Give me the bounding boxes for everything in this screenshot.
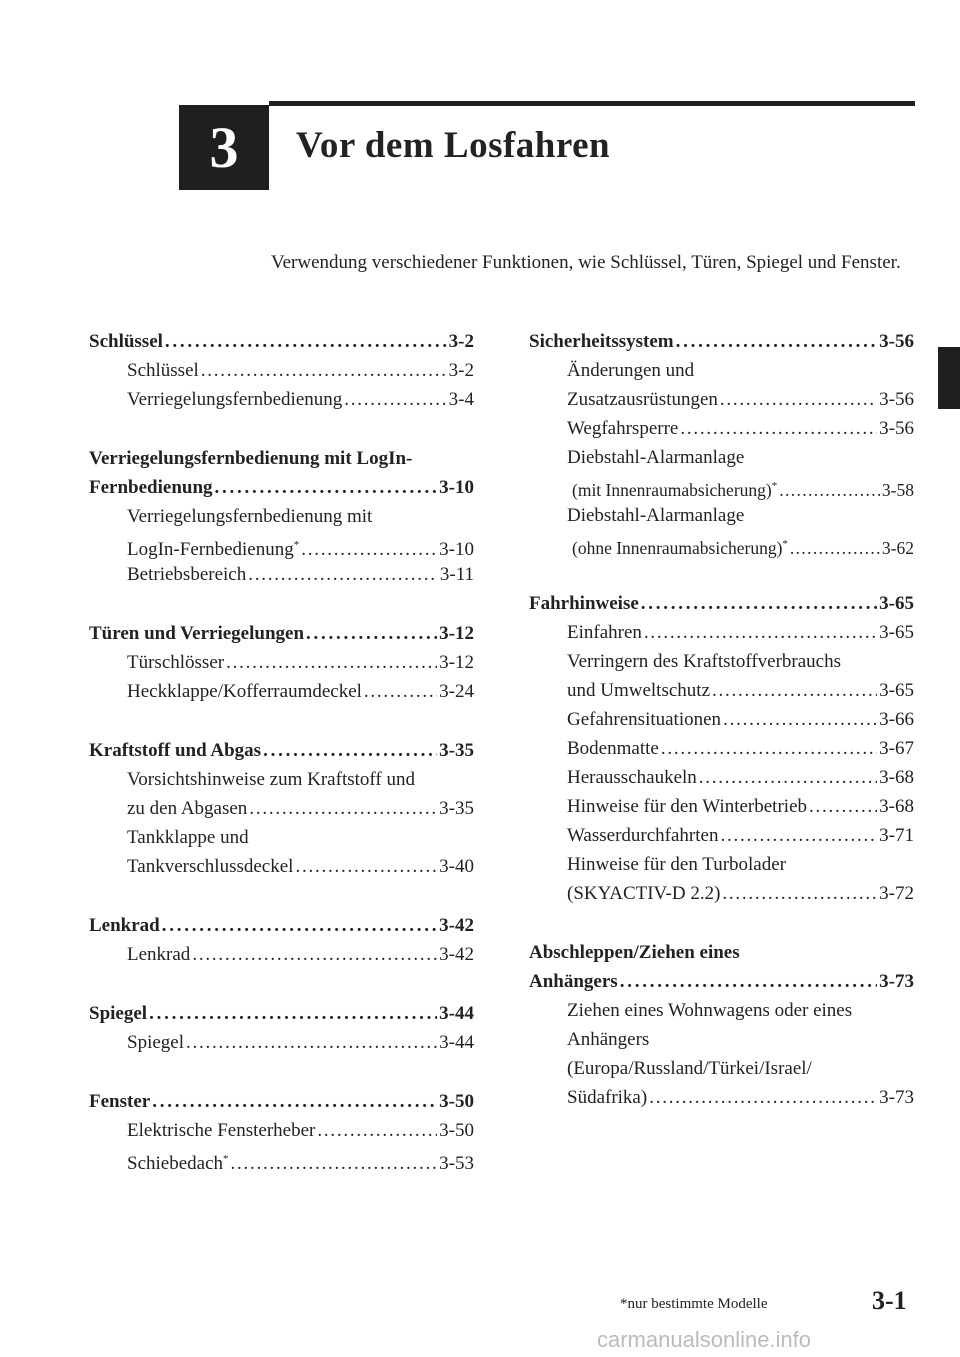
toc-item-title-wrap [567, 676, 710, 705]
chapter-title: Vor dem Losfahren [296, 125, 611, 166]
toc-item-title: Wasserdurchfahrten [567, 825, 719, 846]
toc-leader [249, 794, 437, 823]
toc-item-title: (mit Innenraumabsicherung) [572, 480, 772, 500]
toc-item-page: 3-68 [879, 767, 914, 788]
toc-section-entry[interactable] [89, 911, 474, 940]
toc-item-entry[interactable] [529, 472, 914, 501]
chapter-rule [269, 101, 915, 106]
toc-item-entry[interactable] [529, 821, 914, 850]
footer-note: *nur bestimmte Modelle [620, 1296, 768, 1312]
toc-item-title-wrap [127, 940, 190, 969]
toc-item-entry[interactable] [89, 385, 474, 414]
toc-item-entry[interactable] [529, 792, 914, 821]
toc-leader [306, 619, 437, 648]
toc-section [529, 938, 914, 1112]
toc-item-page: 3-56 [879, 418, 914, 439]
toc-section-page: 3-42 [439, 915, 474, 936]
toc-section-page: 3-56 [879, 331, 914, 352]
toc-section-title: Spiegel [89, 1003, 148, 1024]
toc-section [89, 1087, 474, 1174]
toc-item-title: Heckklappe/Kofferraumdeckel [127, 681, 362, 702]
toc-item-line-text: Tankklappe und [127, 827, 249, 848]
toc-item-page: 3-66 [879, 709, 914, 730]
toc-item-entry[interactable] [529, 1083, 914, 1112]
toc-section [529, 589, 914, 908]
toc-item-entry[interactable] [529, 734, 914, 763]
toc-item-page: 3-40 [439, 856, 474, 877]
toc-item-title-wrap [567, 879, 720, 908]
toc-item-line-text: Diebstahl-Alarmanlage [567, 447, 745, 468]
toc-item-title-wrap [567, 763, 697, 792]
toc-leader [641, 589, 877, 618]
toc-item-line-text: Verringern des Kraftstoffverbrauchs [567, 651, 841, 672]
toc-item-entry[interactable] [529, 676, 914, 705]
toc-item-line [529, 647, 914, 676]
toc-leader [263, 736, 437, 765]
toc-item-title-wrap [127, 1028, 184, 1057]
toc-section [89, 999, 474, 1057]
toc-item-entry[interactable] [529, 618, 914, 647]
toc-item-page: 3-71 [879, 825, 914, 846]
toc-item-title: Gefahrensituationen [567, 709, 722, 730]
toc-leader [165, 327, 447, 356]
toc-item-entry[interactable] [89, 356, 474, 385]
footnote-marker: * [223, 1153, 229, 1165]
toc-item-line [89, 502, 474, 531]
toc-item-entry[interactable] [89, 560, 474, 589]
toc-section-page: 3-50 [439, 1091, 474, 1112]
toc-section-title: Sicherheitssystem [529, 331, 674, 352]
toc-item-title-wrap [127, 677, 362, 706]
toc-item-entry[interactable] [89, 648, 474, 677]
toc-item-page: 3-11 [439, 564, 474, 585]
toc-leader [215, 473, 438, 502]
toc-item-title: Bodenmatte [567, 738, 659, 759]
toc-item-line [89, 823, 474, 852]
toc-left-column [89, 327, 474, 1204]
toc-leader [720, 385, 877, 414]
toc-section-title: Türen und Verriegelungen [89, 623, 305, 644]
toc-leader [248, 560, 438, 589]
toc-item-title: LogIn-Fernbedienung [127, 539, 294, 560]
toc-leader [644, 618, 877, 647]
toc-item-page: 3-72 [879, 883, 914, 904]
toc-section-page: 3-73 [879, 971, 914, 992]
toc-item-title: Türschlösser [127, 652, 225, 673]
toc-item-title-wrap [567, 821, 718, 850]
toc-item-title: Schiebedach [127, 1153, 224, 1174]
toc-section-entry[interactable] [89, 999, 474, 1028]
toc-section-title: Lenkrad [89, 915, 160, 936]
toc-item-title: und Umweltschutz [567, 680, 711, 701]
toc-section-title: Anhängers [529, 971, 618, 992]
toc-item-page: 3-50 [439, 1120, 474, 1141]
toc-section-entry[interactable] [529, 327, 914, 356]
toc-item-title-wrap [127, 852, 293, 881]
toc-item-page: 3-24 [439, 681, 474, 702]
chapter-side-tab [938, 347, 960, 409]
toc-item-entry[interactable] [529, 530, 914, 559]
toc-item-title: (ohne Innenraumabsicherung) [572, 538, 783, 558]
toc-item-title-wrap [127, 648, 224, 677]
toc-item-page: 3-4 [448, 389, 474, 410]
toc-section-title: Kraftstoff und Abgas [89, 740, 262, 761]
toc-item-title-wrap [127, 1116, 315, 1145]
toc-section [89, 619, 474, 706]
toc-item-line [529, 356, 914, 385]
toc-section [529, 327, 914, 559]
toc-section-entry[interactable] [89, 327, 474, 356]
toc-section-line [529, 938, 914, 967]
toc-leader [192, 940, 437, 969]
toc-item-title-wrap [567, 792, 807, 821]
toc-leader [149, 999, 437, 1028]
toc-item-title: Wegfahrsperre [567, 418, 679, 439]
toc-section [89, 736, 474, 881]
toc-item-page: 3-12 [439, 652, 474, 673]
toc-item-title-wrap [127, 1145, 229, 1178]
toc-section-entry[interactable] [529, 967, 914, 996]
toc-leader [344, 385, 446, 414]
toc-leader [779, 476, 880, 505]
toc-item-entry[interactable] [529, 705, 914, 734]
toc-item-page: 3-44 [439, 1032, 474, 1053]
toc-item-title: Verriegelungsfernbedienung [127, 389, 343, 410]
chapter-number: 3 [179, 105, 269, 190]
toc-item-title: Tankverschlussdeckel [127, 856, 294, 877]
toc-item-title-wrap [567, 618, 642, 647]
toc-section-entry[interactable] [529, 589, 914, 618]
toc-leader [152, 1087, 437, 1116]
toc-leader [790, 534, 880, 563]
toc-item-title: Betriebsbereich [127, 564, 247, 585]
toc-leader [699, 763, 877, 792]
toc-leader [676, 327, 878, 356]
toc-item-line-text: Änderungen und [567, 360, 695, 381]
toc-item-line-text: Verriegelungsfernbedienung mit [127, 506, 373, 527]
footnote-marker: * [293, 539, 300, 551]
toc-leader [809, 792, 877, 821]
toc-section [89, 911, 474, 969]
toc-item-entry[interactable] [529, 879, 914, 908]
toc-item-page: 3-53 [439, 1153, 474, 1174]
toc-item-title: Zusatzausrüstungen [567, 389, 718, 410]
toc-item-title: Elektrische Fensterheber [127, 1120, 316, 1141]
toc-leader [720, 821, 877, 850]
toc-item-title: Spiegel [127, 1032, 184, 1053]
toc-item-entry[interactable] [529, 763, 914, 792]
toc-section [89, 444, 474, 589]
toc-item-line-text: Ziehen eines Wohnwagens oder eines [567, 1000, 853, 1021]
toc-section-title: Fenster [89, 1091, 151, 1112]
toc-item-line-text: Vorsichtshinweise zum Kraftstoff und [127, 769, 415, 790]
toc-section-page: 3-44 [439, 1003, 474, 1024]
toc-leader [295, 852, 437, 881]
toc-leader [722, 879, 877, 908]
toc-item-title: Südafrika) [567, 1087, 648, 1108]
toc-item-title-wrap [567, 734, 659, 763]
toc-item-title-wrap [567, 414, 678, 443]
toc-section-page: 3-12 [439, 623, 474, 644]
toc-item-page: 3-65 [879, 622, 914, 643]
toc-leader [723, 705, 877, 734]
toc-section-title: Fernbedienung [89, 477, 213, 498]
toc-item-line-text: Diebstahl-Alarmanlage [567, 505, 745, 526]
toc-section-title: Schlüssel [89, 331, 163, 352]
toc-item-title-wrap [567, 385, 718, 414]
toc-leader [661, 734, 877, 763]
toc-leader [364, 677, 437, 706]
toc-item-entry[interactable] [529, 385, 914, 414]
toc-leader [649, 1083, 877, 1112]
toc-item-title: Schlüssel [127, 360, 199, 381]
toc-item-line-text: Hinweise für den Turbolader [567, 854, 786, 875]
toc-item-line [529, 850, 914, 879]
chapter-intro: Verwendung verschiedener Funktionen, wie Schlüssel, Türen, Spiegel und Fenster. [271, 252, 901, 273]
toc-item-line [529, 1054, 914, 1083]
toc-item-entry[interactable] [89, 1028, 474, 1057]
toc-item-page: 3-35 [439, 798, 474, 819]
toc-item-entry[interactable] [89, 677, 474, 706]
toc-section-page: 3-2 [448, 331, 474, 352]
toc-item-title-wrap [127, 560, 246, 589]
toc-item-entry[interactable] [89, 852, 474, 881]
toc-item-page: 3-62 [881, 538, 914, 558]
footnote-marker: * [771, 480, 778, 492]
toc-item-title: (SKYACTIV-D 2.2) [567, 883, 721, 904]
toc-section-entry[interactable] [89, 1087, 474, 1116]
toc-section-line-text: Verriegelungsfernbedienung mit LogIn- [89, 448, 413, 469]
toc-item-line [529, 1025, 914, 1054]
toc-item-title: Einfahren [567, 622, 642, 643]
toc-item-title-wrap [572, 530, 788, 563]
toc-section-line [89, 444, 474, 473]
watermark: carmanualsonline.info [597, 1327, 812, 1352]
toc-item-line [89, 765, 474, 794]
toc-item-page: 3-10 [439, 539, 474, 560]
toc-item-title: Herausschaukeln [567, 767, 697, 788]
toc-item-title: zu den Abgasen [127, 798, 248, 819]
toc-section-title: Fahrhinweise [529, 593, 639, 614]
toc-item-page: 3-42 [439, 944, 474, 965]
toc-section [89, 327, 474, 414]
toc-item-title-wrap [567, 705, 721, 734]
toc-leader [620, 967, 877, 996]
toc-item-line [529, 443, 914, 472]
toc-item-entry[interactable] [529, 414, 914, 443]
toc-item-line-text: (Europa/Russland/Türkei/Israel/ [567, 1058, 812, 1079]
toc-section-page: 3-65 [879, 593, 914, 614]
toc-leader [162, 911, 437, 940]
toc-section-entry[interactable] [89, 473, 474, 502]
toc-leader [186, 1028, 437, 1057]
toc-item-title: Hinweise für den Winterbetrieb [567, 796, 807, 817]
page-number: 3-1 [872, 1286, 907, 1315]
toc-right-column [529, 327, 914, 1142]
toc-item-entry[interactable] [89, 794, 474, 823]
toc-section-page: 3-10 [439, 477, 474, 498]
toc-item-title: Lenkrad [127, 944, 191, 965]
toc-leader [231, 1149, 438, 1178]
toc-item-page: 3-67 [879, 738, 914, 759]
toc-leader [680, 414, 877, 443]
toc-item-title-wrap [127, 794, 247, 823]
toc-item-entry[interactable] [89, 1145, 474, 1174]
toc-item-title-wrap [567, 1083, 647, 1112]
toc-item-entry[interactable] [89, 1116, 474, 1145]
toc-leader [226, 648, 437, 677]
toc-item-line-text: Anhängers [567, 1029, 650, 1050]
toc-item-entry[interactable] [89, 940, 474, 969]
footnote-marker: * [782, 538, 788, 550]
toc-leader [712, 676, 877, 705]
toc-leader [201, 356, 447, 385]
toc-item-page: 3-73 [879, 1087, 914, 1108]
toc-section-entry[interactable] [89, 619, 474, 648]
toc-section-entry[interactable] [89, 736, 474, 765]
toc-item-entry[interactable] [89, 531, 474, 560]
toc-section-page: 3-35 [439, 740, 474, 761]
toc-leader [317, 1116, 437, 1145]
toc-item-title-wrap [127, 356, 199, 385]
toc-item-page: 3-56 [879, 389, 914, 410]
toc-item-line [529, 501, 914, 530]
toc-item-page: 3-65 [879, 680, 914, 701]
toc-item-page: 3-68 [879, 796, 914, 817]
toc-item-page: 3-58 [881, 480, 914, 500]
toc-section-line-text: Abschleppen/Ziehen eines [529, 942, 740, 963]
toc-item-page: 3-2 [448, 360, 474, 381]
toc-item-line [529, 996, 914, 1025]
toc-item-title-wrap [127, 385, 342, 414]
